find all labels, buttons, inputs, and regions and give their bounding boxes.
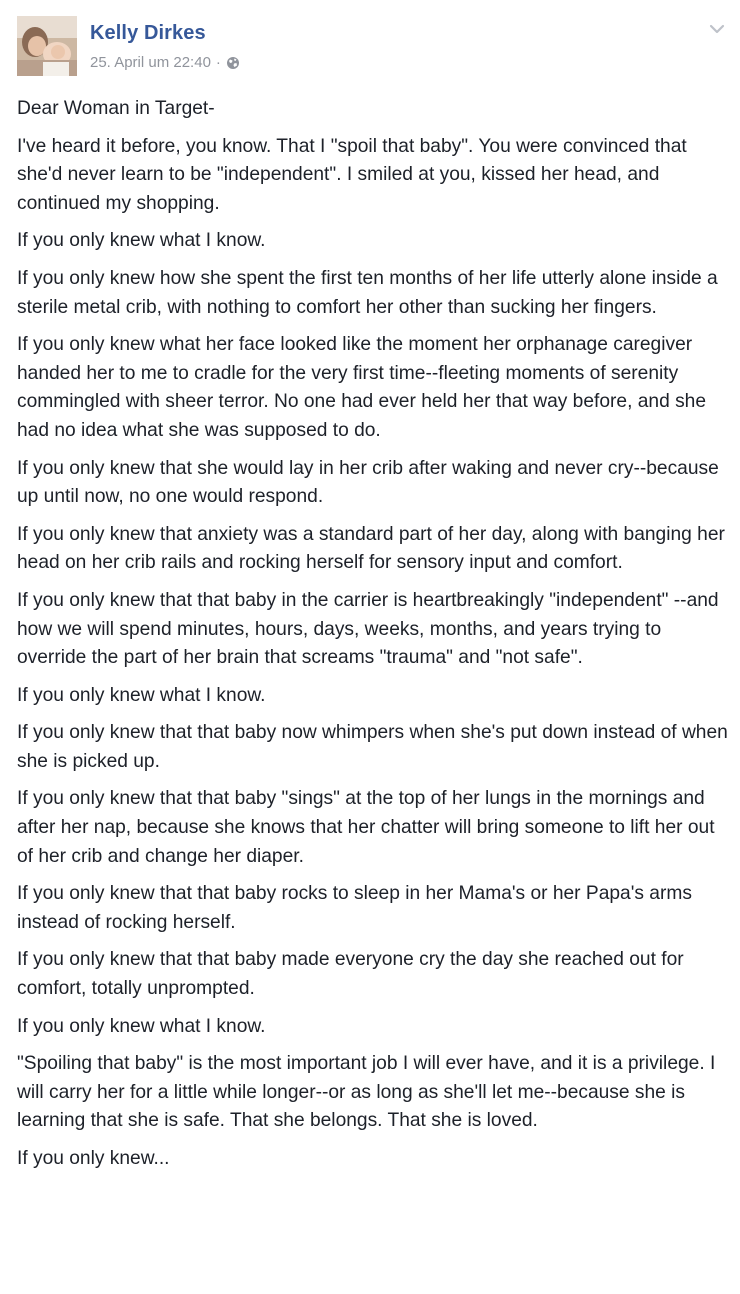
avatar[interactable] xyxy=(17,16,77,76)
post-paragraph: I've heard it before, you know. That I "spoil that baby". You were convinced that she'd never learn to be "independent". I smiled at you, kissed her head, and continued my shopping. xyxy=(17,135,687,214)
post-header xyxy=(17,16,728,78)
post-paragraph: If you only knew what I know. xyxy=(17,230,266,252)
post-meta xyxy=(90,54,240,71)
post-paragraph: "Spoiling that baby" is the most important job I will ever have, and it is a privilege. I will carry her for a little while longer--or as long as she'll let me--because she is learning that she is safe. That she belongs. That she is loved. xyxy=(17,1053,716,1132)
post-paragraph: If you only knew how she spent the first ten months of her life utterly alone inside a sterile metal crib, with nothing to comfort her other than sucking her fingers. xyxy=(17,267,718,318)
post-paragraph: If you only knew... xyxy=(17,1148,170,1169)
chevron-down-icon[interactable] xyxy=(706,18,728,40)
globe-icon[interactable] xyxy=(226,56,240,70)
post-paragraph: If you only knew that she would lay in her crib after waking and never cry--because up until now, no one would respond. xyxy=(17,457,719,508)
meta-separator: · xyxy=(215,54,221,71)
post-paragraph: If you only knew what I know. xyxy=(17,1015,266,1037)
post-paragraph: If you only knew that that baby rocks to sleep in her Mama's or her Papa's arms instead of rocking herself. xyxy=(17,883,692,933)
post-paragraph: If you only knew what her face looked like the moment her orphanage caregiver handed her to me to cradle for the very first time--fleeting moments of serenity commingled with sheer terror. No one had ever held her that way before, and she had no idea what she was supposed to do. xyxy=(17,334,707,441)
post-paragraph: If you only knew that that baby in the carrier is heartbreakingly "independent" --and how we will spend minutes, hours, days, weeks, months, and years trying to override the part of her brain that screams "trauma" and "not safe". xyxy=(17,589,719,669)
post-paragraph: If you only knew that that baby made everyone cry the day she reached out for comfort, totally unprompted. xyxy=(17,949,684,1000)
post-paragraph: If you only knew that that baby "sings" at the top of her lungs in the mornings and after her nap, because she knows that her chatter will bring someone to lift her out of her crib and change her diaper. xyxy=(17,788,715,867)
post-body xyxy=(17,95,729,1183)
post-paragraph: If you only knew what I know. xyxy=(17,684,266,706)
author-name[interactable]: Kelly Dirkes xyxy=(90,22,206,44)
post-paragraph: If you only knew that anxiety was a standard part of her day, along with banging her head on her crib rails and rocking herself for sensory input and comfort. xyxy=(17,523,725,574)
avatar-photo xyxy=(17,16,77,76)
post-paragraph: Dear Woman in Target- xyxy=(17,98,215,119)
post-paragraph: If you only knew that that baby now whimpers when she's put down instead of when she is picked up. xyxy=(17,722,728,772)
post-timestamp[interactable]: 25. April um 22:40 xyxy=(90,54,211,71)
